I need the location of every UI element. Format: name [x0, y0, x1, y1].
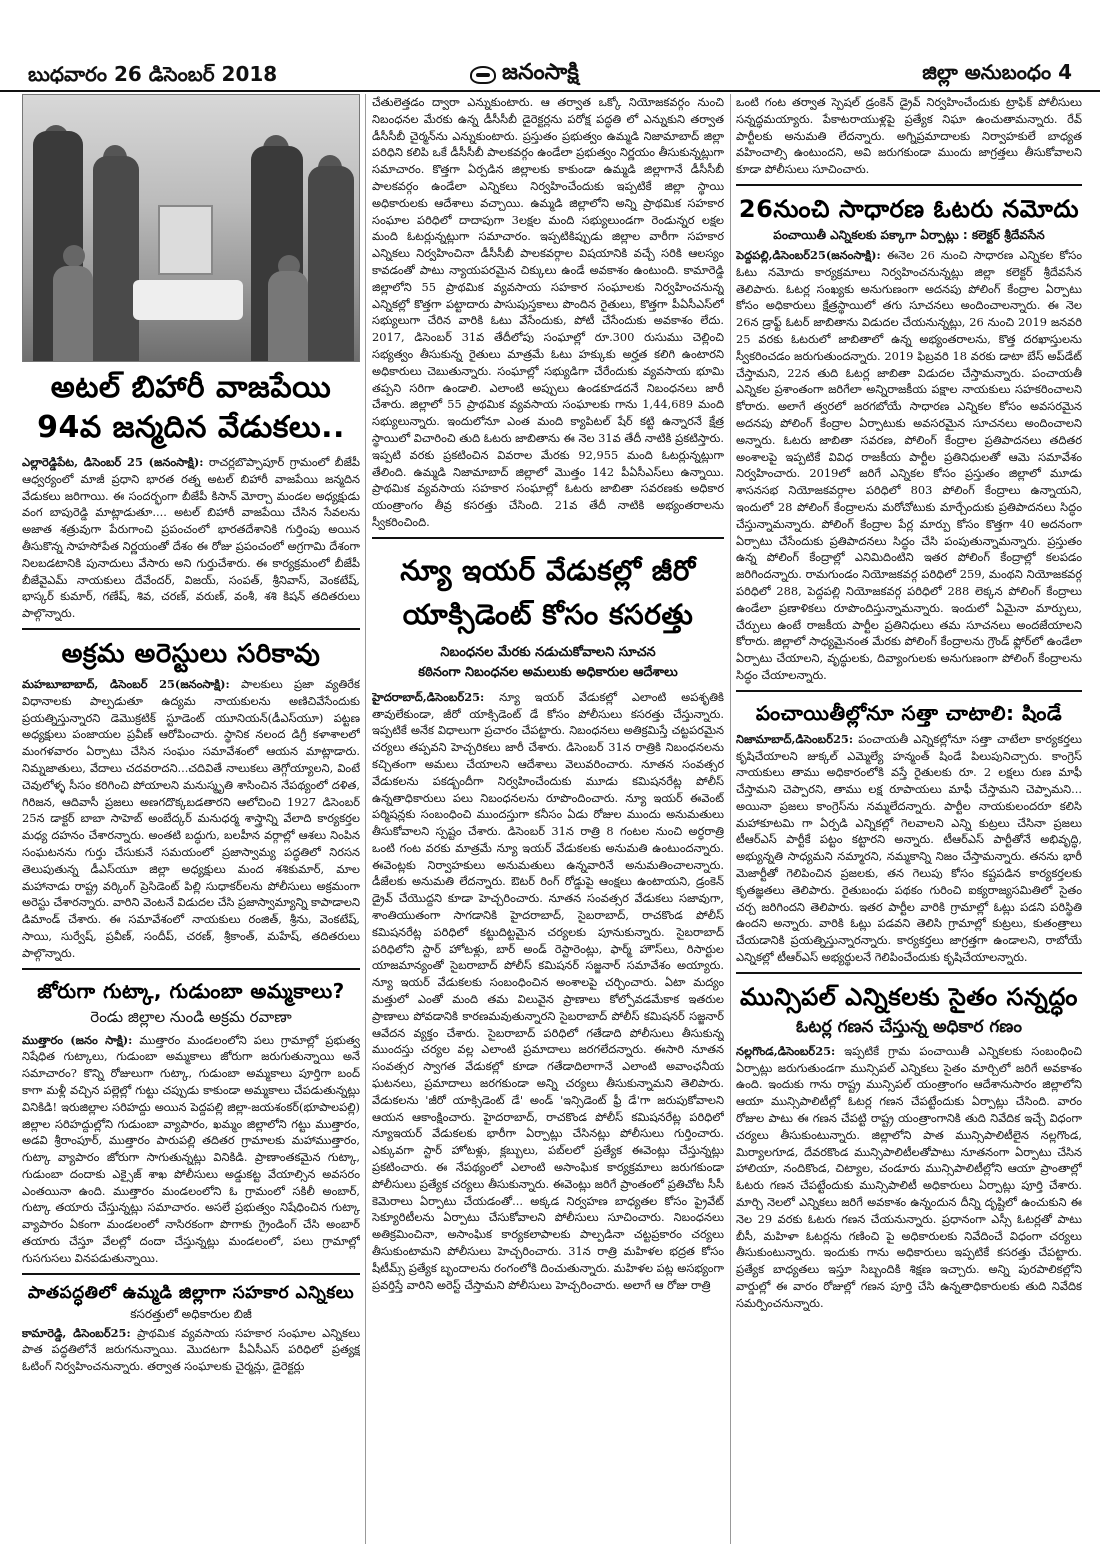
- article-new-year: [372, 689, 724, 1294]
- article-voter-registration: [736, 247, 1082, 684]
- article-illegal-arrests: [22, 676, 360, 962]
- headline-vajpayee-line1: అటల్ బిహారీ వాజపేయి: [50, 370, 332, 405]
- issue-date: బుధవారం 26 డిసెంబర్ 2018: [28, 62, 278, 86]
- article-cooperative-continued: చేతులెత్తడం ద్వారా ఎన్నుకుంటారు. ఆ తర్వాత ఒక్కో నియోజకవర్గం నుంచి నిబంధనల మేరకు ఉన్న డీసీసీబీ డైరెక్టర్లను పరోక్ష పద్ధతి లో ఎన్నుకుని తర్వాత డీసీసీబీ చైర్మన్‌ను ఎన్నుకుంటారు. ప్రస్తుతం ప్రభుత్వం ఉమ్మడి నిజామాబాద్ జిల్లా పరిధిని కలిపి ఒకే డీసీసీబీ పాలకవర్గం ఉండేలా ప్రభుత్వం నిర్ణయం తీసుకున్నట్లుగా సమాచారం. కొత్తగా ఏర్పడిన జిల్లాలకు కాకుండా ఉమ్మడి జిల్లాగానే డీసీసీబీ పాలకవర్గం ఉండేలా ఎన్నికలు నిర్వహించేందుకు ఇప్పటికే జిల్లా స్థాయి అధికారులకు ఆదేశాలు వచ్చాయి. ఉమ్మడి జిల్లాలోని అన్ని ప్రాథమిక సహకార సంఘాల పరిధిలో దాదాపుగా 3లక్షల మంది సభ్యులుండగా రెండున్నర లక్షల మంది ఓటర్లున్నట్లుగా సమాచారం. ఇప్పటికిప్పుడు జిల్లాల వారీగా సహకార ఎన్నికలు నిర్వహించినా డీసీసీబీ పాలకవర్గాల విషయానికి వచ్చే సరికి ఆలస్యం కావడంతో పాటు న్యాయపరమైన చిక్కులు ఉండే అవకాశం ఉంటుంది. కామారెడ్డి జిల్లాలోని 55 ప్రాథమిక వ్యవసాయ సహకార సంఘాలకు నిర్వహించనున్న ఎన్నికల్లో కొత్తగా పట్టాదారు పాసుపుస్తకాలు పొందిన రైతులు, కొత్తగా పీఏసీఎస్‌లో సభ్యులుగా చేరిన వారికి ఓటు వేసేందుకు, పోటీ చేసేందుకు అవకాశం లేదు. 2017, డిసెంబర్ 31వ తేదీలోపు సంఘాల్లో రూ.300 రుసుము చెల్లించి సభ్యత్వం తీసుకున్న రైతులు మాత్రమే ఓటు హక్కుకు అర్హత కలిగి ఉంటారని అధికారులు చెబుతున్నారు. సంఘాల్లో సభ్యుడిగా చేరేందుకు వ్యవసాయ భూమి తప్పని సరిగా ఉండాలి. ఎలాంటి అప్పులు ఉండకూడదనే నిబంధనలు జారీ చేశారు. జిల్లాలో 55 ప్రాథమిక వ్యవసాయ సంఘాలకు గాను 1,44,689 మంది సభ్యులున్నారు. ఇందులోనూ ఎంత మంది క్యాపిటల్ షేర్ కట్టి ఉన్నారనే క్షేత్ర స్థాయిలో విచారించి తుది ఓటరు జాబితాను ఈ నెల 31వ తేదీ నాటికి ప్రకటిస్తారు. ఇప్పటి వరకు ప్రకటించిన వివరాల మేరకు 92,955 మంది ఓటర్లున్నట్లుగా తేలింది. ఉమ్మడి నిజామాబాద్ జిల్లాలో మొత్తం 142 పీఏసీఎస్‌లు ఉన్నాయి. ప్రాథమిక వ్యవసాయ సహకార సంఘాల్లో ఓటరు జాబితా సవరణకు అధికార యంత్రాంగం తీవ్ర కసరత్తు చేసింది. 21వ తేదీ నాటికి అభ్యంతరాలను స్వీకరించింది.: [372, 95, 724, 529]
- article-municipal-elections: [736, 1043, 1082, 1312]
- divider: [22, 628, 360, 630]
- subhead-new-year-2: కఠినంగా నిబంధనల అమలుకు అధికారుల ఆదేశాలు: [418, 664, 678, 680]
- page-tag: జిల్లా అనుబంధం 4: [922, 60, 1072, 84]
- article-body: ఇప్పటికే గ్రామ పంచాయితీ ఎన్నికలకు సంబంధించి ఏర్పాట్లు జరుగుతుండగా మున్సిపల్ ఎన్నికలు సైతం మార్చిలో జరిగే అవకాశం ఉంది. ఇందుకు గాను రాష్ట్ర మున్సిపల్ యంత్రాంగం ఆదేశానుసారం జిల్లాలోని ఆయా మున్సిపాలిటీల్లో ఓటర్ల గణన చేపట్టేందుకు ఏర్పాట్లు చేసింది. వారం రోజుల పాటు ఈ గణన చేపట్టి రాష్ట్ర యంత్రాంగానికి తుది నివేదిక ఇచ్చే విధంగా చర్యలు తీసుకుంటున్నారు. జిల్లాలోని పాత మున్సిపాలిటీలైన నల్లగొండ, మిర్యాలగూడ, దేవరకొండ మున్సిపాలిటీలతోపాటు నూతనంగా ఏర్పాటు చేసిన హాలియా, నందికొండ, చిట్యాల, చండూరు మున్సిపాలిటీల్లోని ఆయా ప్రాంతాల్లో ఓటరు గణన చేపట్టేందుకు మున్సిపాలిటీ అధికారులు ఏర్పాట్లు పూర్తి చేశారు. మార్చి నెలలో ఎన్నికలు జరిగే అవకాశం ఉన్నందున దీన్ని దృష్టిలో ఉంచుకుని ఈ నెల 29 వరకు ఓటరు గణన చేయనున్నారు. ప్రధానంగా ఎస్సీ ఓటర్లతో పాటు బీసీ, మహిళా ఓటర్లను గణించి పై అధికారులకు నివేదించే విధంగా చర్యలు తీసుకుంటున్నారు. ఇందుకు గాను అధికారులు ఇప్పటికే కసరత్తు చేపట్టారు. ప్రత్యేక బాధ్యతలు ఇస్తూ సిబ్బందికి శిక్షణ ఇచ్చారు. అన్ని పురపాలికల్లోని వార్డుల్లో ఈ వారం రోజుల్లో గణన పూర్తి చేసి ఉన్నతాధికారులకు తుది నివేదిక సమర్పించనున్నారు.: [736, 1043, 1082, 1310]
- article-body: పంచాయతీ ఎన్నికల్లోనూ సత్తా చాటేలా కార్యకర్తలు కృషిచేయాలని జుక్కల్ ఎమ్మెల్యే హన్మంత్ షిండే పిలుపునిచ్చారు. కాంగ్రెస్ నాయకులు తాము అధికారంలోకి వస్తే రైతులకు రూ. 2 లక్షలు రుణ మాఫీ చేస్తామని చెప్పారని, తాము లక్ష రూపాయలు మాఫీ చేస్తామని చెప్పామని... అయినా ప్రజలు కాంగ్రెస్‌ను నమ్మలేదన్నారు. పార్టీల నాయకులందరూ కలిసి మహాకూటమి గా ఏర్పడి ఎన్నికల్లో గెలవాలని ఎన్ని కుట్రలు చేసినా ప్రజలు టీఆర్‌ఎస్ పార్టీకే పట్టం కట్టారని అన్నారు. టీఆర్‌ఎస్ పార్టీతోనే అభివృద్ధి, అభ్యున్నతి సాధ్యమని నమ్మారని, నమ్మకాన్ని నిజం చేస్తామన్నారు. తనను భారీ మెజార్టీతో గెలిపించిన ప్రజలకు, తన గెలుపు కోసం కష్టపడిన కార్యకర్తలకు కృతజ్ఞతలు తెలిపారు. రైతుబంధు పథకం గురించి ఐక్యరాజ్యసమితిలో సైతం చర్చ జరిగిందని తెలిపారు. ఇతర పార్టీల వారికి గ్రామాల్లో ఓట్లు పడని పరిస్థితి ఉందని అన్నారు. వారికి ఓట్లు పడవని తెలిసి గ్రామాల్లో కుట్రలు, కుతంత్రాలు చేయడానికి ప్రయత్నిస్తున్నారన్నారు. కార్యకర్తలు జాగ్రత్తగా ఉండాలని, రాబోయే ఎన్నికల్లో టీఆర్‌ఎస్ అభ్యర్థులనే గెలిపించేందుకు కృషిచేయాలన్నారు.: [736, 731, 1082, 965]
- dateline: ఎల్లారెడ్డిపేట, డిసెంబర్ 25 (జనంసాక్షి):: [22, 455, 204, 469]
- column-divider: [365, 94, 366, 1544]
- article-body: ఈనెల 26 నుంచి సాధారణ ఎన్నికల కోసం ఓటు నమోదు కార్యక్రమాలు నిర్వహించనున్నట్లు జిల్లా కలెక్టర్ శ్రీదేవసేన తెలిపారు. ఓటర్ల సంఖ్యకు అనుగుణంగా అదనపు పోలింగ్ కేంద్రాల ఏర్పాటు కోసం అధికారులు క్షేత్రస్థాయిలో తగు సూచనలు అందించాలన్నారు. ఈ నెల 26న డ్రాఫ్ట్ ఓటర్ జాబితాను విడుదల చేయనున్నట్లు, 26 నుంచి 2019 జనవరి 25 వరకు ఓటరులో జాబితాలో ఉన్న అభ్యంతరాలను, కొత్త దరఖాస్తులను స్వీకరించడం జరుగుతుందన్నారు. 2019 ఫిబ్రవరి 18 వరకు డాటా బేస్ అప్‌డేట్ చేస్తామని, 22న తుది ఓటర్ల జాబితా విడుదల చేస్తామన్నారు. పంచాయతీ ఎన్నికల ప్రశాంతంగా జరిగేలా అన్నిరాజకీయ పక్షాల నాయకులు సహకరించాలని కోరారు. అలాగే త్వరలో జరగబోయే సాధారణ ఎన్నికల కోసం అవసరమైన అదనపు పోలింగ్ కేంద్రాల ఏర్పాటుకు అవసరమైన సూచనలు అందించాలని అన్నారు. ఓటరు జాబితా సవరణ, పోలింగ్ కేంద్రాల ప్రతిపాదనలు తదితర అంశాలపై ఇప్పటికే వివిధ రాజకీయ పార్టీల ప్రతినిధులతో ఆమె సమావేశం నిర్వహించారు. 2019లో జరిగే ఎన్నికల కోసం ప్రస్తుతం జిల్లాలో మూడు శాసనసభ నియోజకవర్గాల పరిధిలో 803 పోలింగ్ కేంద్రాలు ఉన్నాయని, ఇందులో 28 పోలింగ్ కేంద్రాలను మరోచోటుకు మార్చేందుకు ప్రతిపాదనలు సిద్ధం చేస్తున్నామన్నారు. పోలింగ్ కేంద్రాల పేర్ల మార్పు కోసం కొత్తగా 40 అదనంగా ఏర్పాటు చేసేందుకు ప్రతిపాదనలు సిద్ధం చేసి పంపుతున్నామన్నారు. ప్రస్తుతం ఉన్న పోలింగ్ కేంద్రాల్లో ఎనిమిదింటిని ఇతర పోలింగ్ కేంద్రాల్లో కలపడం జరిగిందన్నారు. రామగుండం నియోజకవర్గ పరిధిలో 259, మంథని నియోజకవర్గ పరిధిలో 288, పెద్దపల్లి నియోజకవర్గ పరిధిలో 288 లెక్కన పోలింగ్ కేంద్రాలు ఉండేలా ప్రణాళికలు రూపొందిస్తున్నామన్నారు. ఇందులో ఏమైనా మార్పులు, చేర్పులు ఉంటే రాజకీయ పార్టీల ప్రతినిధులు తమ సూచనలు అందజేయాలని కోరారు. జిల్లాలో సాధ్యమైనంత మేరకు పోలింగ్ కేంద్రాలను గ్రౌండ్ ఫ్లోర్‌లో ఉండేలా ఏర్పాటు చేయాలని, వృద్ధులకు, దివ్యాంగులకు అనుగుణంగా పోలింగ్ కేంద్రాలను సిద్ధం చేయాలన్నారు.: [736, 247, 1082, 682]
- article-body: న్యూ ఇయర్ వేడుకల్లో ఎలాంటి అపశృతికి తావులేకుండా, జీరో యాక్సిడెంట్ డే కోసం పోలీసులు కసరత్తు చేస్తున్నారు. ఇప్పటికే అనేక విధాలుగా ప్రచారం చేపట్టారు. నిబంధనలు అతిక్రమిస్తే చట్టపరమైన చర్యలు తప్పవని హెచ్చరికలు జారీ చేశారు. డిసెంబర్ 31న రాత్రికి నిబంధనలను కచ్చితంగా అమలు చేయాలని ఆదేశాలు వెలువరించారు. నూతన సంవత్సర వేడుకలను పకడ్బందీగా నిర్వహించేందుకు మూడు కమిషనరేట్ల పోలీస్ ఉన్నతాధికారులు పలు నిబంధనలను రూపొందించారు. న్యూ ఇయర్ ఈవెంట్ పర్మిషన్లకు సంబంధించి ముందస్తుగా కనీసం ఏడు రోజుల ముందు అనుమతులు తీసుకోవాలని స్పష్టం చేశారు. డిసెంబర్ 31న రాత్రి 8 గంటల నుంచి అర్ధరాత్రి ఒంటి గంట వరకు మాత్రమే న్యూ ఇయర్ వేడుకలకు అనుమతి ఉంటుందన్నారు. ఈవెంట్లకు నిర్వాహకులు అనుమతులు ఉన్నవారినే అనుమతించాలన్నారు. డీజేలకు అనుమతి లేదన్నారు. ఔటర్ రింగ్ రోడ్డుపై ఆంక్షలు ఉంటాయని, డ్రంకెన్ డ్రైవ్ చేయొద్దని కూడా హెచ్చరించారు. నూతన సంవత్సర వేడుకలు సజావుగా, శాంతియుతంగా సాగడానికి హైదరాబాద్, సైబరాబాద్, రాచకొండ పోలీస్ కమిషనరేట్ల పరిధిలో కట్టుదిట్టమైన చర్యలకు పూనుకున్నారు. సైబరాబాద్ పరిధిలోని స్టార్ హోటళ్లు, బార్ అండ్ రెస్టారెంట్లు, ఫార్మ్ హౌస్‌లు, రిసార్టుల యాజమాన్యంతో సైబరాబాద్ పోలీస్ కమిషనర్ సజ్జనార్ సమావేశం అయ్యారు. న్యూ ఇయర్ వేడుకలకు సంబంధించిన అంశాలపై చర్చించారు. ఏటా మద్యం మత్తులో ఎంతో మంది తమ విలువైన ప్రాణాలు కోల్పోవడమేకాక ఇతరుల ప్రాణాలు పోవడానికి కారణమవుతున్నారని సైబరాబాద్ పోలీస్ కమిషనర్ సజ్జనార్ ఆవేదన వ్యక్తం చేశారు. సైబరాబాద్ పరిధిలో గతేడాది పోలీసులు తీసుకున్న ముందస్తు చర్యల వల్ల ఎలాంటి ప్రమాదాలు జరగలేదన్నారు. ఈసారి నూతన సంవత్సర స్వాగత వేడుకల్లో కూడా గతేడాదిలాగానే ఎలాంటి అవాంఛనీయ ఘటనలు, ప్రమాదాలు జరగకుండా అన్ని చర్యలు తీసుకున్నామని తెలిపారు. వేడుకలను 'జీరో యాక్సిడెంట్ డే' అండ్ 'ఇన్సిడెంట్ ఫ్రీ డే'గా జరుపుకోవాలని ఆయన ఆకాంక్షించారు. హైదరాబాద్, రాచకొండ పోలీస్ కమిషనరేట్ల పరిధిలో న్యూఇయర్ వేడుకలకు భారీగా ఏర్పాట్లు చేసినట్లు పోలీసులు గుర్తించారు. ఎక్కువగా స్టార్ హోటళ్లు, క్లబ్బులు, పబ్‌లలో ప్రత్యేక ఈవెంట్లు చేస్తున్నట్లు ప్రకటించారు. ఈ నేపథ్యంలో ఎలాంటి అసాంఘిక కార్యక్రమాలు జరుగకుండా పోలీసులు ప్రత్యేక చర్యలు తీసుకున్నారు. ఈవెంట్లు జరిగే ప్రాంతంలో ప్రతిచోట సీసీ కెమెరాలు ఏర్పాటు చేయడంతో... అక్కడ నిర్వహణ బాధ్యతల కోసం ప్రైవేట్ సెక్యూరిటీలను ఏర్పాటు చేసుకోవాలని పోలీసులు సూచించారు. నిబంధనలు అతిక్రమించినా, అసాంఘిక కార్యకలాపాలకు పాల్పడినా చట్టప్రకారం చర్యలు తీసుకుంటామని పోలీసులు హెచ్చరించారు. 31న రాత్రి మహిళల భద్రత కోసం షీటీమ్స్ ప్రత్యేక బృందాలను రంగంలోకి దించుతున్నారు. మహిళల పట్ల అసభ్యంగా ప్రవర్తిస్తే వారిని అరెస్ట్ చేస్తామని పోలీసులు హెచ్చరించారు. అలాగే ఆ రోజు రాత్రి: [372, 689, 724, 1292]
- dateline: పెద్దపల్లి,డిసెంబర్25(జనంసాక్షి):: [736, 247, 881, 262]
- column-3: [736, 94, 1082, 1554]
- headline-municipal-elections: మున్సిపల్ ఎన్నికలకు సైతం సన్నద్ధం: [740, 982, 1078, 1011]
- article-body: పాలకులు ప్రజా వ్యతిరేక విధానాలకు పాల్పడుతూ ఉద్యమ నాయకులను అణిచివేసేందుకు ప్రయత్నిస్తున్నారని డెమొక్రటిక్ స్టూడెంట్ యూనియన్(డీఎస్‌యూ) పట్టణ అధ్యక్షులు పంజాయల ప్రవీణ్ ఆరోపించారు. స్థానిక నలంద డిగ్రీ కళాశాలలో మంగళవారం ఏర్పాటు చేసిన సంఘం సమావేశంలో ఆయన మాట్లాడారు. నిమ్నజాతులు, వేదాలు చదవరాదని...చదివితే నాలుకలు తెగ్గోయ్యాలని, వింటే చెవులోళ్ళ సీసం కరిగించి పోయాలని మనుస్మృతి శాసించిన నేపథ్యంలో దళిత, గిరిజన, ఆదివాసీ ప్రజలు అణగదొక్కబడతారని ఆలోచించి 1927 డిసెంబర్ 25న డాక్టర్ బాబా సాహెబ్ అంబేద్కర్ మనుధర్మ శాస్త్రాన్ని వేలాది కార్యకర్తల మధ్య దహనం చేశారన్నారు. అంతటి బద్ధుగు, బలహీన వర్గాల్లో ఆశలు నింపిన సంఘటనను గుర్తు చేసుకునే సమయంలో ప్రజాస్వామ్య పద్ధతిలో నిరసన తెలుపుతున్న డీఎస్‌యూ జిల్లా అధ్యక్షులు మంద శశికుమార్, మాల మహానాడు రాష్ట్ర వర్కింగ్ ప్రెసిడెంట్ పిల్లి సుధాకర్‌లను పోలీసులు అక్రమంగా అరెస్టు చేశారన్నారు. వారిని వెంటనే విడుదల చేసి ప్రజాస్వామ్యాన్ని కాపాడాలని డిమాండ్ చేశారు. ఈ సమావేశంలో నాయకులు రంజిత్, శ్రీను, వెంకటేష్, సాయి, సుర్వేష్, ప్రవీణ్, సందీప్, చరణ్, శ్రీకాంత్, మహేష్, తదితరులు పాల్గొన్నారు.: [22, 676, 360, 960]
- headline-gutka: జోరుగా గుట్కా, గుడుంబా అమ్మకాలు?: [37, 978, 345, 1003]
- subhead-municipal-elections: ఓటర్ల గణన చేస్తున్న అధికార గణం: [796, 1016, 1022, 1037]
- column-1: [22, 94, 360, 1554]
- divider: [736, 184, 1082, 186]
- article-panchayat-shinde: [736, 731, 1082, 966]
- birthday-celebration-photo: [22, 94, 360, 362]
- dateline: నిజామాబాద్,డిసెంబర్25:: [736, 731, 854, 746]
- headline-new-year-line1: న్యూ ఇయర్ వేడుకల్లో జీరో: [400, 553, 696, 587]
- lamp-emblem-icon: [470, 66, 496, 84]
- dateline: ముత్తారం (జనం సాక్షి):: [22, 1032, 133, 1047]
- headline-vajpayee-line2: 94వ జన్మదిన వేడుకలు..: [37, 410, 345, 445]
- divider: [736, 972, 1082, 974]
- article-vajpayee: [22, 454, 360, 622]
- article-body: ప్రాథమిక వ్యవసాయ సహకార సంఘాల ఎన్నికలు పాత పద్ధతిలోనే జరుగనున్నాయి. మొదటగా పీఏసీఎస్ పరిధిలో ప్రత్యక్ష ఓటింగ్ నిర్వహించనున్నారు. తర్వాత సంఘాలకు చైర్మన్లు, డైరెక్టర్లు: [22, 1325, 360, 1374]
- dateline: కామారెడ్డి, డిసెంబర్25:: [22, 1325, 131, 1340]
- newspaper-brand: [470, 60, 579, 90]
- column-2: [372, 94, 724, 1554]
- subhead-voter-registration: పంచాయితీ ఎన్నికలకు పక్కాగా ఏర్పాట్లు : కలెక్టర్ శ్రీదేవసేన: [773, 227, 1045, 242]
- headline-voter-registration: 26నుంచి సాధారణ ఓటరు నమోదు: [738, 194, 1080, 223]
- masthead: [0, 0, 1100, 92]
- subhead-gutka: రెండు జిల్లాల నుండి అక్రమ రవాణా: [90, 1007, 292, 1026]
- subhead-new-year-1: నిబంధనల మేరకు నడుచుకోవాలని సూచన: [440, 644, 656, 660]
- headline-illegal-arrests: అక్రమ అరెస్టులు సరికావు: [61, 638, 321, 669]
- dateline: హైదరాబాద్,డిసెంబర్25:: [372, 689, 485, 704]
- divider: [736, 690, 1082, 692]
- headline-panchayat-shinde: పంచాయితీల్లోనూ సత్తా చాటాలి: షిండే: [755, 700, 1063, 725]
- column-divider: [730, 94, 731, 1544]
- article-cooperative-elections: [22, 1325, 360, 1375]
- subhead-cooperative-elections: కసరత్తులో అధికారుల బిజీ: [130, 1306, 252, 1321]
- article-gutka: [22, 1032, 360, 1267]
- dateline: మహబూబాబాద్, డిసెంబర్ 25(జనంసాక్షి):: [22, 676, 230, 691]
- divider: [22, 1273, 360, 1275]
- article-body: ముత్తారం మండలంలోని పలు గ్రామాల్లో ప్రభుత్వ నిషేధిత గుట్కాలు, గుడుంబా అమ్మకాలు జోరుగా జరుగుతున్నాయి అనే సమాచారం? కొన్ని రోజులుగా గుట్కా, గుడుంబా అమ్మకాలు పూర్తిగా బంద్ కాగా మళ్లీ వచ్చిన పల్లెల్లో గుట్టు చప్పుడు కాకుండా అమ్మకాలు చేపడుతున్నట్లు వినికిడి! ఇరుజిల్లాల సరిహద్దు అయిన పెద్దపల్లి జిల్లా-జయశంకర్(భూపాలపల్లి) జిల్లాల సరిహద్దుల్లోని గుడుంబా వ్యాపారం, ఖమ్మం జిల్లాలోని గట్టు ముత్తారం, అడవి శ్రీరాంపూర్, ముత్తారం పారుపల్లి తదితర గ్రామాలకు మహాముత్తారం, గుట్కా వ్యాపారం జోరుగా సాగుతున్నట్లు వినికిడి. ప్రాణాంతకమైన గుట్కా, గుడుంబా దందాకు ఎక్సైజ్ శాఖ పోలీసులు అడ్డుకట్ట వేయాల్సిన అవసరం ఎంతయినా ఉంది. ముత్తారం మండలంలోని ఓ గ్రామంలో సకిలీ అంబార్, గుట్కా తయారు చేస్తున్నట్లు సమాచారం. అసలే ప్రభుత్వం నిషేధించిన గుట్కా వ్యాపారం ఏకంగా మండలంలో నాసిరకంగా పొగాకు గ్రైండింగ్ చేసి అంబార్ తయారు చేస్తూ వేలల్లో దందా చేస్తున్నట్లు మండలంలో, పలు గ్రామాల్లో గుసగుసలు వినపడుతున్నాయి.: [22, 1032, 360, 1265]
- article-body: రాచర్లబొప్పాపూర్ గ్రామంలో బీజేపీ ఆధ్వర్యంలో మాజీ ప్రధాని భారత రత్న అటల్ బిహారీ వాజపేయి జన్మదిన వేడుకలు జరిగాయి. ఈ సందర్భంగా బీజేపీ కిసాన్ మోర్చా మండల అధ్యక్షుడు వంగ బాపురెడ్డి మాట్లాడుతూ.... అటల్ బిహారీ వాజపేయి చేసిన సేవలను అజాత శత్రువుగా పేరుగాంచి ప్రపంచంలో భారతదేశానికి గుర్తింపు అయిన తీసుకొన్న సాహసోపేత నిర్ణయంతో దేశం ఈ రోజు ప్రపంచంలో అగ్రగామి దేశంగా నిలబడటానికి పునాదులు వేసారు అని గుర్తుచేశారు. ఈ కార్యక్రమంలో బీజేపీ బీజేవైఎమ్ నాయకులు దేవేందర్, విజయ్, సంపత్, శ్రీనివాస్, వెంకటేష్, భాస్కర్ కుమార్, గణేష్, శివ, చరణ్, వరుణ్, వంశీ, శశి కిషన్ తదితరులు పాల్గొన్నారు.: [22, 455, 360, 621]
- divider: [372, 537, 724, 539]
- headline-cooperative-elections: పాతపద్ధతిలో ఉమ్మడి జిల్లాగా సహకార ఎన్నికలు: [27, 1282, 355, 1303]
- headline-new-year-line2: యాక్సిడెంట్ కోసం కసరత్తు: [402, 597, 694, 631]
- brand-name: జనంసాక్షి: [502, 60, 579, 85]
- article-new-year-continued: ఒంటి గంట తర్వాత స్పెషల్ డ్రంకెన్ డ్రైవ్ నిర్వహించేందుకు ట్రాఫిక్ పోలీసులు సన్నద్ధమయ్యారు. పేకాటరాయుళ్లపై ప్రత్యేక నిఘా ఉంచుతామన్నారు. రేవ్ పార్టీలకు అనుమతి లేదన్నారు. అగ్నిప్రమాదాలకు నిర్వాహకులే బాధ్యత వహించాల్సి ఉంటుందని, అవి జరుగకుండా ముందు జాగ్రత్తలు తీసుకోవాలని కూడా పోలీసులు సూచించారు.: [736, 95, 1082, 177]
- dateline: నల్లగొండ,డిసెంబర్25:: [736, 1043, 836, 1058]
- divider: [22, 968, 360, 970]
